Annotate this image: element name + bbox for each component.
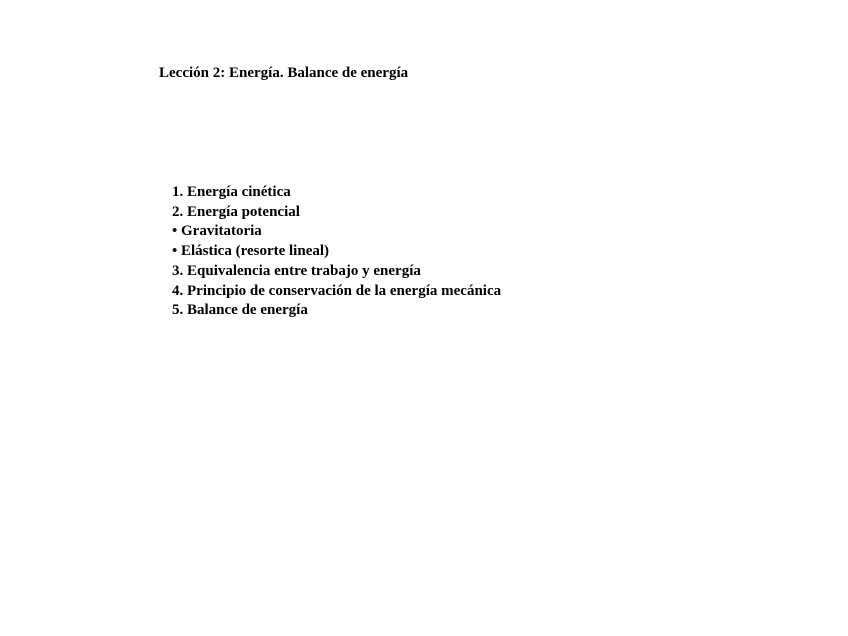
topic-item: 4. Principio de conservación de la energía mecánica	[172, 282, 502, 299]
topic-item: 1. Energía cinética	[172, 184, 291, 200]
topic-item: 3. Equivalencia entre trabajo y energía	[172, 262, 421, 279]
topic-item: 5. Balance de energía	[172, 302, 308, 319]
topic-item: • Elástica (resorte lineal)	[172, 243, 330, 260]
topic-item: 2. Energía potencial	[172, 203, 300, 220]
lesson-title: Lección 2: Energía. Balance de energía	[159, 65, 409, 81]
topic-list	[172, 183, 501, 321]
topic-item: • Gravitatoria	[172, 223, 262, 240]
